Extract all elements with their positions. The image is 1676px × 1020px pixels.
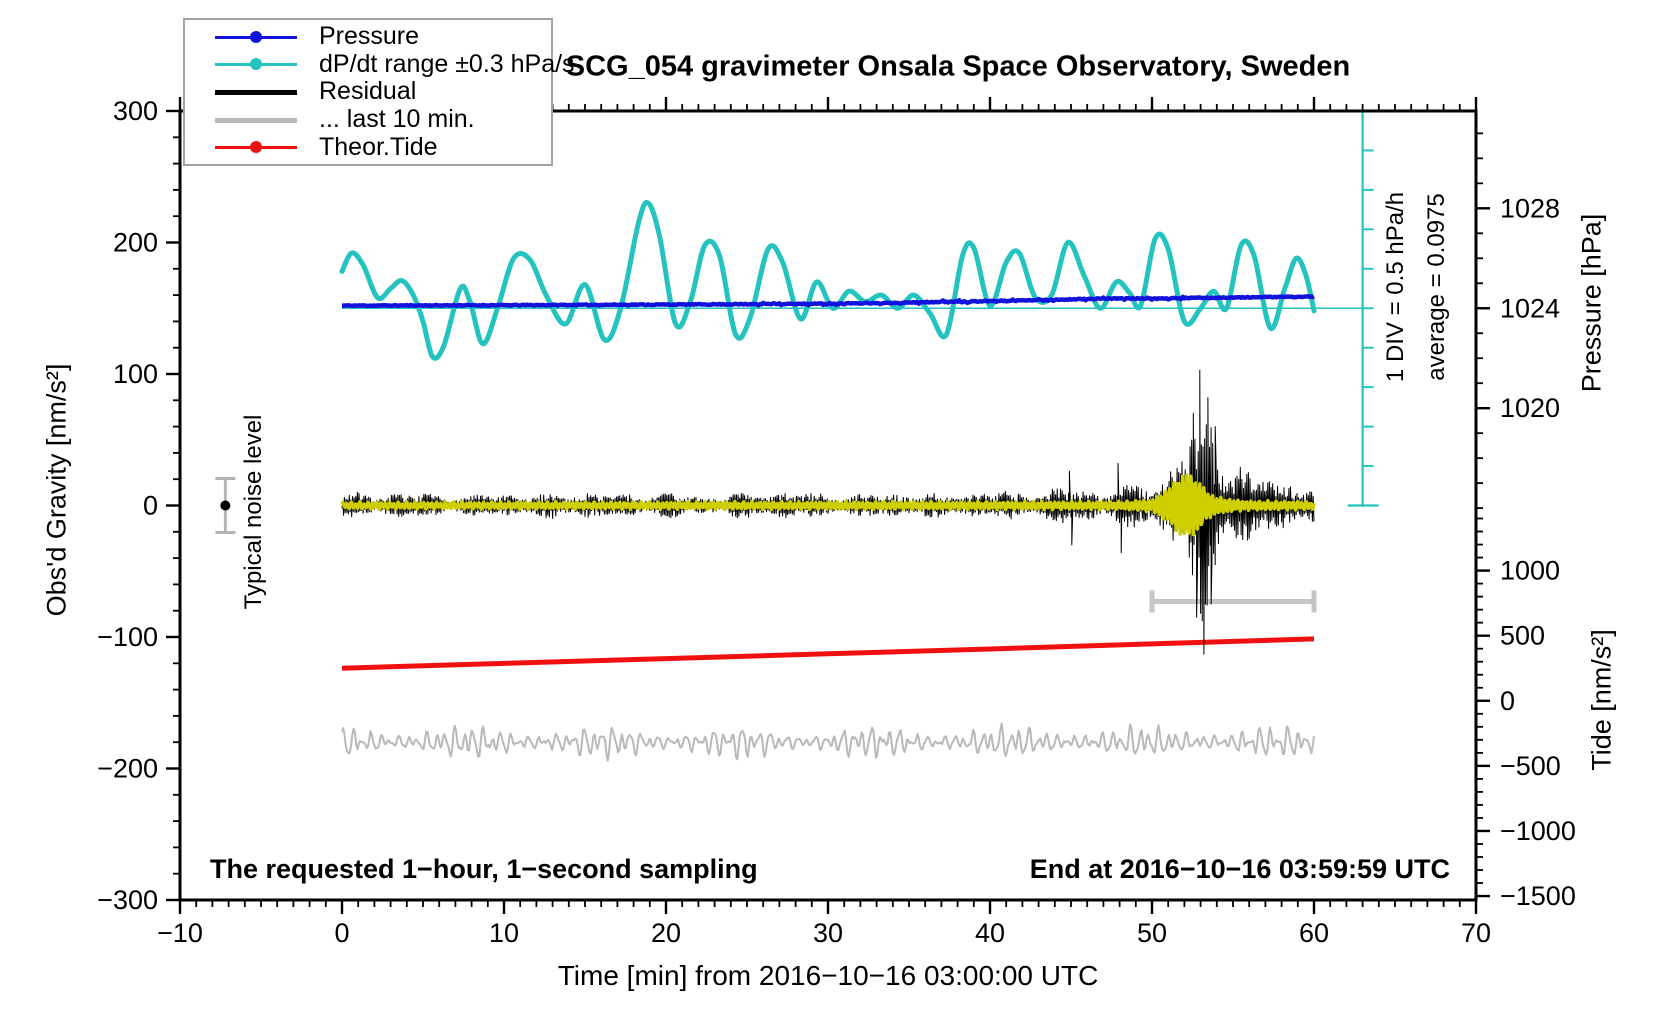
axis-tick-labels bbox=[97, 96, 1576, 948]
legend-label: Pressure bbox=[319, 22, 420, 51]
legend-dot-icon bbox=[250, 31, 262, 43]
tick-label: −200 bbox=[97, 753, 158, 784]
legend-item bbox=[215, 107, 551, 133]
tick-label: 10 bbox=[488, 918, 520, 948]
legend-item bbox=[215, 24, 551, 50]
ruler-div-label: 1 DIV = 0.5 hPa/h bbox=[1382, 191, 1409, 383]
y-axis-title-tide: Tide [nm/s²] bbox=[1586, 629, 1617, 771]
tick-label: −1500 bbox=[1500, 881, 1576, 912]
tick-label: 1024 bbox=[1500, 293, 1561, 324]
tick-label: −300 bbox=[97, 885, 158, 915]
legend-sample-black bbox=[215, 87, 297, 97]
tick-label: 0 bbox=[142, 490, 158, 521]
legend-label: ... last 10 min. bbox=[319, 105, 475, 134]
noise-level-marker bbox=[215, 479, 235, 533]
tick-label: 40 bbox=[974, 918, 1006, 948]
legend-box bbox=[183, 18, 575, 166]
series-dpdt bbox=[342, 203, 1314, 359]
legend-item bbox=[215, 49, 575, 78]
legend-label: Residual bbox=[319, 77, 417, 106]
tick-label: 20 bbox=[650, 918, 682, 948]
annotation-sampling: The requested 1−hour, 1−second sampling bbox=[210, 854, 758, 884]
tick-label: 300 bbox=[112, 96, 158, 126]
tick-label: 70 bbox=[1460, 918, 1492, 948]
tick-label: −100 bbox=[97, 622, 158, 652]
series-last-10-min bbox=[342, 724, 1314, 761]
legend-item bbox=[215, 79, 551, 105]
series-theor-tide bbox=[342, 639, 1314, 668]
tick-label: −1000 bbox=[1500, 815, 1576, 846]
legend-sample-red bbox=[215, 142, 297, 152]
legend-dot-icon bbox=[250, 58, 262, 70]
y-axis-title-gravity: Obs'd Gravity [nm/s²] bbox=[41, 363, 72, 617]
legend-sample-gray bbox=[215, 115, 297, 125]
x-axis-title: Time [min] from 2016−10−16 03:00:00 UTC bbox=[557, 960, 1099, 991]
tick-label: 60 bbox=[1298, 918, 1330, 948]
last10-bracket bbox=[1152, 590, 1314, 612]
noise-level-label: Typical noise level bbox=[240, 414, 267, 610]
legend-dot-icon bbox=[250, 141, 262, 153]
tick-label: 100 bbox=[112, 359, 158, 389]
tick-label: 200 bbox=[112, 227, 158, 258]
tick-label: 0 bbox=[334, 918, 350, 948]
legend-label: Theor.Tide bbox=[319, 132, 438, 161]
tick-label: 500 bbox=[1500, 620, 1546, 651]
tick-label: 30 bbox=[812, 918, 844, 948]
legend-sample-cyan bbox=[215, 59, 297, 69]
ruler-average-label: average = 0.0975 bbox=[1423, 193, 1450, 381]
tick-label: 1000 bbox=[1500, 555, 1561, 586]
tick-label: 1028 bbox=[1500, 193, 1561, 224]
legend-item bbox=[215, 134, 551, 160]
legend-sample-blue bbox=[215, 32, 297, 42]
legend-label: dP/dt range ±0.3 hPa/s bbox=[319, 49, 575, 78]
tick-label: 50 bbox=[1136, 918, 1168, 948]
chart-title: SCG_054 gravimeter Onsala Space Observatory, Sweden bbox=[565, 50, 1351, 83]
y-axis-title-pressure: Pressure [hPa] bbox=[1576, 213, 1607, 393]
annotation-end-time: End at 2016−10−16 03:59:59 UTC bbox=[1029, 854, 1450, 884]
tick-label: −500 bbox=[1500, 750, 1561, 781]
series-residual-smooth bbox=[342, 475, 1314, 534]
tick-label: −10 bbox=[157, 918, 203, 948]
tick-label: 1020 bbox=[1500, 393, 1561, 424]
tick-label: 0 bbox=[1500, 685, 1516, 716]
